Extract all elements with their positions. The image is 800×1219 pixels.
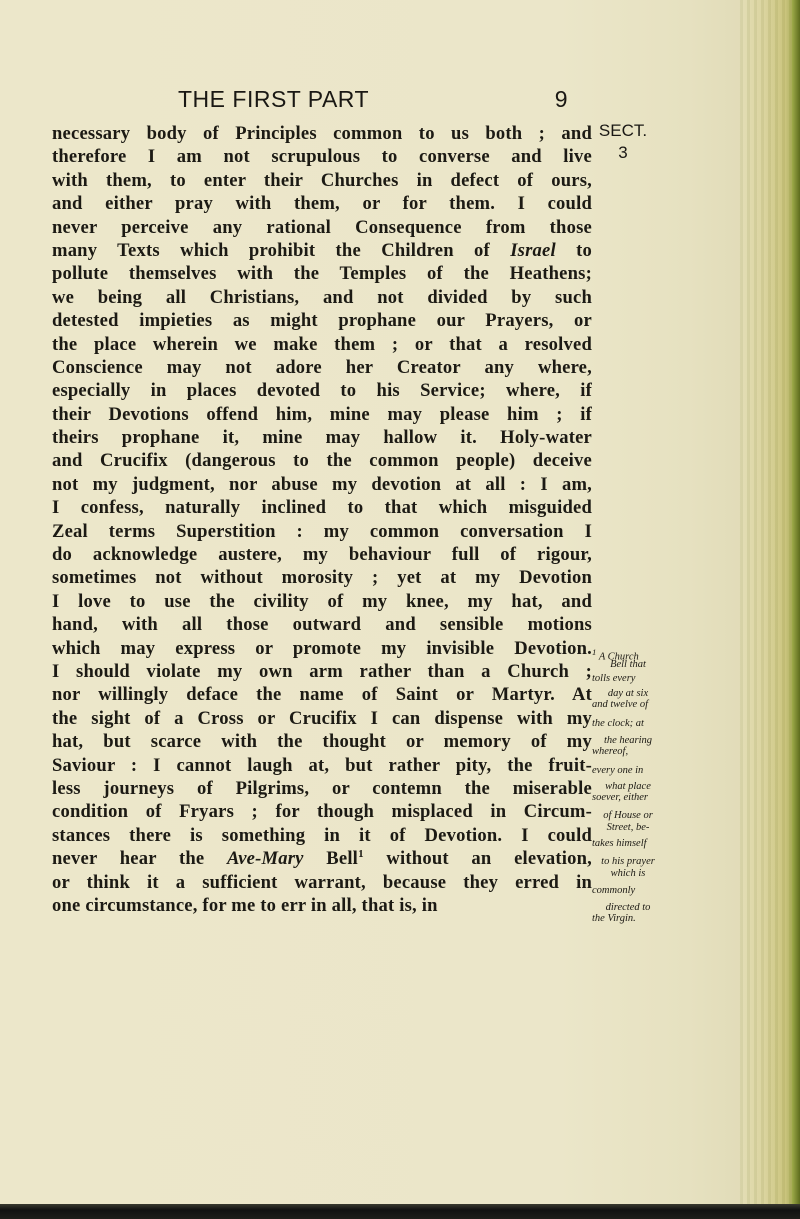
note-line: Bell that [610,659,646,670]
text-line: I love to use the civility of my knee, my hat, and [52,590,592,612]
note-line: the hearing [603,735,653,746]
note-line: whereof, [592,746,629,757]
text-line: Saviour : I cannot laugh at, but rather pity, the fruit- [52,754,592,776]
text-line: Conscience may not adore her Creator any where, [52,356,592,378]
text-line: sometimes not without morosity ; yet at my Devotion [52,567,592,589]
text-line: detested impieties as might prophane our Prayers, or [52,310,592,332]
note-line: directed to [605,902,651,913]
note-line: soever, either [592,792,648,803]
note-line: the Virgin. [592,913,636,924]
text-line: with them, to enter their Churches in defect of ours, [52,169,592,191]
note-line: every one in [592,765,644,776]
text-line: condition of Fryars ; for though misplaced in Circum- [52,801,592,823]
body-text [52,122,592,917]
section-label: SECT. [598,121,648,140]
note-text: A Church [598,651,639,663]
text-line: not my judgment, nor abuse my devotion at all : I am, [52,473,592,495]
text-line: we being all Christians, and not divided by such [52,286,592,308]
text-line: I should violate my own arm rather than a Church ; [52,660,592,682]
text-line: many Texts which prohibit the Children of Israel to [52,239,592,261]
note-line: tolls every [592,673,636,684]
text-line: which may express or promote my invisible Devotion. [52,637,592,659]
text-line: the sight of a Cross or Crucifix I can dispense with my [52,707,592,729]
text-line: do acknowledge austere, my behaviour full of rigour, [52,544,592,566]
note-line: the clock; at [592,718,644,729]
text-line: the place wherein we make them ; or that a resolved [52,333,592,355]
text-line: stances there is something in it of Devotion. I could [52,824,592,846]
text-line: their Devotions offend him, mine may please him ; if [52,403,592,425]
note-line: day at six [607,688,649,699]
text-line: Zeal terms Superstition : my common conversation I [52,520,592,542]
note-line: and twelve of [592,699,648,710]
note-line: Street, be- [606,822,650,833]
text-line: I confess, naturally inclined to that which misguided [52,497,592,519]
section-number: 3 [618,143,628,162]
text-line: never perceive any rational Consequence from those [52,216,592,238]
text-line: pollute themselves with the Temples of the Heathens; [52,263,592,285]
text-line: theirs prophane it, mine may hallow it. Holy-water [52,427,592,449]
running-head [178,86,568,113]
text-line: hand, with all those outward and sensible motions [52,614,592,636]
text-line: never hear the Ave-Mary Bell$^1$ without an elevation, [52,847,592,870]
section-marker [586,120,660,164]
note-line: commonly [592,885,636,896]
bottom-scan-edge [0,1204,800,1219]
text-line: necessary body of Principles common to us both ; and [52,123,592,144]
running-title: THE FIRST PART [178,86,370,112]
text-line: and Crucifix (dangerous to the common people) deceive [52,450,592,472]
text-line: less journeys of Pilgrims, or contemn the miserable [52,777,592,799]
text-line: hat, but scarce with the thought or memory of my [52,731,592,753]
text-line: especially in places devoted to his Service; where, if [52,380,592,402]
italic-ave-mary: Ave-Mary [226,848,304,870]
page-edge-shadow [740,0,800,1219]
text-line: and either pray with them, or for them. I could [52,193,592,215]
note-ref: 1 [592,647,597,657]
note-line: of House or [603,810,653,821]
note-line: which is [610,868,646,879]
note-line: to his prayer [601,856,655,867]
footnote-ref: 1 [358,847,364,860]
text-line: or think it a sufficient warrant, because they erred in [52,871,592,893]
italic-israel: Israel [510,239,556,261]
text-line: nor willingly deface the name of Saint or Martyr. At [52,684,592,706]
page-number: 9 [554,86,568,112]
text-line: therefore I am not scrupulous to converse and live [52,146,592,168]
note-line: takes himself [592,838,647,849]
note-line: what place [605,781,651,792]
text-line: one circumstance, for me to err in all, that is, in [52,894,438,916]
